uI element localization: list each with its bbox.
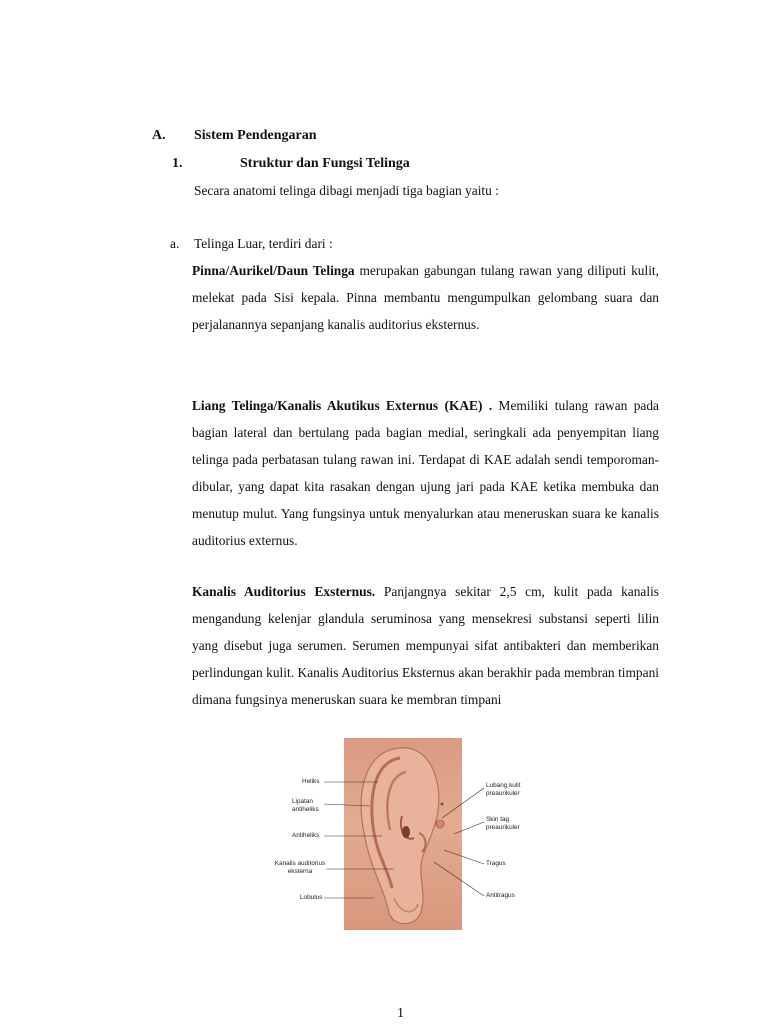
- label-heliks: Heliks: [302, 778, 320, 785]
- label-kanalis-auditorius: Kanalis auditorius eksterna: [274, 860, 326, 875]
- list-item-a-text: Telinga Luar, terdiri dari :: [194, 236, 333, 251]
- paragraph-pinna: [192, 257, 659, 338]
- list-marker-a: a.: [170, 236, 180, 251]
- paragraph-liang-telinga-text: Memiliki tulang rawan pada bagian lateral dan bertulang pada bagian medial, seringkali ada penyempitan liang telinga pada perbatasan tulang rawan ini. Terdapat di KAE adalah sendi temporoman-dibular, yang dapat kita rasakan dengan ujung jari pada KAE ketika membuka dan menutup mulut. Yang fungsinya untuk menyalurkan atau meneruskan suara ke kanalis auditorius externus.: [192, 398, 659, 548]
- paragraph-liang-telinga: [192, 392, 659, 554]
- label-lipatan-antiheliks: Lipatan antiheliks: [292, 798, 319, 813]
- label-antiheliks: Antiheliks: [292, 832, 320, 839]
- paragraph-kanalis-text: Panjangnya sekitar 2,5 cm, kulit pada kanalis mengandung kelenjar glandula seruminosa yang mensekresi substansi seperti lilin yang disebut juga serumen. Serumen mempunyai sifat antibakteri dan memberikan perlindungan kulit. Kanalis Auditorius Eksternus akan berakhir pada membran timpani dimana fungsinya meneruskan suara ke membran timpani: [192, 584, 659, 707]
- intro-text: Secara anatomi telinga dibagi menjadi tiga bagian yaitu :: [194, 183, 499, 198]
- subsection-marker: 1.: [172, 156, 183, 171]
- section-title: Sistem Pendengaran: [194, 128, 317, 143]
- section-marker: A.: [152, 128, 166, 143]
- label-lubang-kulit: Lubang kulit preaurikuler: [486, 782, 521, 797]
- ear-figure: [266, 738, 534, 930]
- paragraph-pinna-text: merupakan gabungan tulang rawan yang diliputi kulit, melekat pada Sisi kepala. Pinna membantu mengumpulkan gelombang suara dan perjalanannya sepanjang kanalis auditorius eksternus.: [192, 263, 659, 332]
- label-lobulus: Lobulus: [300, 894, 323, 901]
- label-tragus: Tragus: [486, 860, 506, 867]
- term-pinna: Pinna/Aurikel/Daun Telinga: [192, 263, 355, 278]
- term-kanalis: Kanalis Auditorius Exsternus.: [192, 584, 376, 599]
- label-antitragus: Antitragus: [486, 892, 515, 899]
- term-liang-telinga: Liang Telinga/Kanalis Akutikus Externus (KAE) .: [192, 398, 493, 413]
- label-skin-tag: Skin tag preaurikuler: [486, 816, 520, 831]
- paragraph-kanalis: [192, 578, 659, 713]
- page-number: 1: [397, 1006, 404, 1021]
- subsection-title: Struktur dan Fungsi Telinga: [240, 156, 410, 171]
